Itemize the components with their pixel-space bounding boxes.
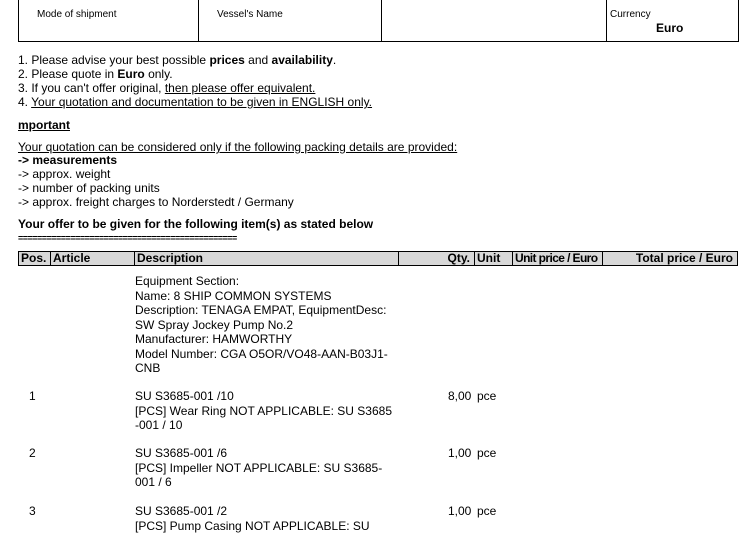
col-unit-price: Unit price / Euro bbox=[513, 252, 603, 265]
equipment-line: CNB bbox=[135, 361, 161, 375]
col-article: Article bbox=[51, 252, 135, 265]
currency-value: Euro bbox=[656, 21, 684, 35]
equipment-line: Name: 8 SHIP COMMON SYSTEMS bbox=[135, 288, 332, 303]
item-description: SU S3685-001 /6 [PCS] Impeller NOT APPLICABLE: SU S3685- 001 / 6 bbox=[135, 446, 383, 489]
important-heading: mportant bbox=[18, 118, 70, 132]
currency-cell bbox=[607, 0, 738, 41]
col-unit: Unit bbox=[475, 252, 513, 265]
item-pos: 3 bbox=[29, 504, 36, 518]
packing-details-intro: Your quotation can be considered only if the following packing details are provided: bbox=[18, 140, 458, 154]
equipment-line: Description: TENAGA EMPAT, EquipmentDesc: bbox=[135, 303, 387, 317]
packing-item-freight: -> approx. freight charges to Norderstedt / Germany bbox=[18, 195, 294, 209]
instruction-line-3: 3. If you can't offer original, then please offer equivalent. bbox=[18, 81, 316, 95]
shipment-header-table bbox=[18, 0, 739, 42]
col-description: Description bbox=[135, 252, 399, 265]
packing-item-measurements: -> measurements bbox=[18, 153, 118, 167]
equipment-section bbox=[135, 274, 388, 376]
equipment-line: Model Number: CGA O5OR/VO48-AAN-B03J1- bbox=[135, 346, 388, 361]
blank-header-cell bbox=[382, 0, 607, 41]
packing-item-units: -> number of packing units bbox=[18, 181, 160, 195]
item-pos: 1 bbox=[29, 389, 36, 403]
instruction-line-4: 4. Your quotation and documentation to be given in ENGLISH only. bbox=[18, 95, 373, 109]
item-unit: pce bbox=[477, 504, 497, 518]
vessel-name-label: Vessel's Name bbox=[217, 9, 283, 20]
col-total-price: Total price / Euro bbox=[635, 251, 733, 265]
currency-label: Currency bbox=[610, 9, 651, 20]
item-description: SU S3685-001 /2 [PCS] Pump Casing NOT APPLICABLE: SU bbox=[135, 504, 370, 533]
col-qty: Qty. bbox=[399, 252, 475, 265]
mode-of-shipment-label: Mode of shipment bbox=[37, 9, 117, 20]
vessel-name-cell bbox=[199, 0, 382, 41]
item-table-header bbox=[18, 251, 738, 266]
separator-line: ============================================== bbox=[18, 233, 237, 243]
packing-item-weight: -> approx. weight bbox=[18, 167, 111, 181]
item-qty: 1,00 bbox=[448, 504, 472, 518]
mode-of-shipment-cell bbox=[19, 0, 199, 41]
item-unit: pce bbox=[477, 446, 497, 460]
equipment-line: Equipment Section: bbox=[135, 274, 240, 288]
equipment-line: Manufacturer: HAMWORTHY bbox=[135, 332, 293, 346]
item-qty: 8,00 bbox=[448, 389, 472, 403]
offer-heading: Your offer to be given for the following item(s) as stated below bbox=[18, 217, 374, 231]
instruction-line-1: 1. Please advise your best possible prices and availability. bbox=[18, 53, 337, 67]
equipment-line: SW Spray Jockey Pump No.2 bbox=[135, 317, 294, 332]
col-pos: Pos. bbox=[19, 252, 51, 265]
instruction-line-2: 2. Please quote in Euro only. bbox=[18, 67, 173, 81]
item-pos: 2 bbox=[29, 446, 36, 460]
item-description: SU S3685-001 /10 [PCS] Wear Ring NOT APPLICABLE: SU S3685 -001 / 10 bbox=[135, 389, 393, 432]
item-qty: 1,00 bbox=[448, 446, 472, 460]
item-unit: pce bbox=[477, 389, 497, 403]
